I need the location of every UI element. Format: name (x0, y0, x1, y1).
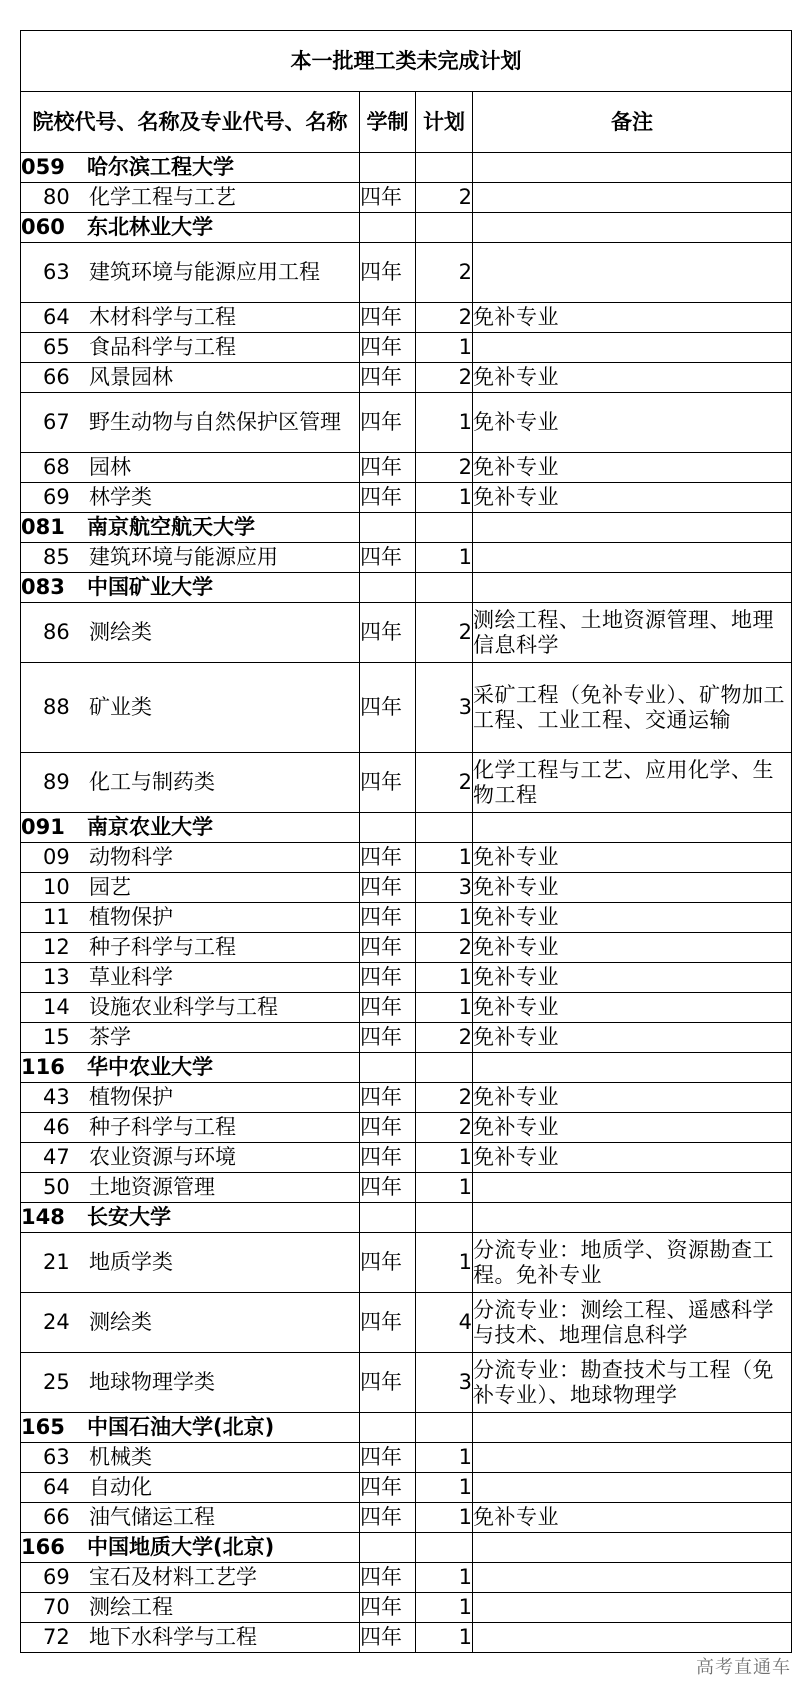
school-name: 中国地质大学(北京) (87, 1535, 275, 1559)
school-name-cell (21, 573, 360, 603)
major-name-cell (21, 183, 360, 213)
jihua-cell: 3 (416, 873, 473, 903)
major-code: 89 (43, 770, 70, 794)
jihua-cell: 2 (416, 303, 473, 333)
jihua-cell (416, 153, 473, 183)
school-name: 东北林业大学 (87, 215, 213, 239)
xuezhi-cell (360, 1413, 416, 1443)
xuezhi-cell (360, 153, 416, 183)
xuezhi-cell: 四年 (360, 1233, 416, 1293)
major-code: 72 (43, 1625, 70, 1649)
jihua-cell: 2 (416, 933, 473, 963)
school-row (21, 1413, 792, 1443)
beizhu-cell (473, 543, 792, 573)
major-code: 13 (43, 965, 70, 989)
school-name: 中国矿业大学 (87, 575, 213, 599)
school-row (21, 213, 792, 243)
xuezhi-cell: 四年 (360, 183, 416, 213)
major-code: 47 (43, 1145, 70, 1169)
major-code: 65 (43, 335, 70, 359)
major-code: 11 (43, 905, 70, 929)
major-code: 14 (43, 995, 70, 1019)
jihua-cell: 1 (416, 993, 473, 1023)
table-row (21, 903, 792, 933)
beizhu-cell (473, 213, 792, 243)
major-name-cell (21, 483, 360, 513)
major-name-cell (21, 1083, 360, 1113)
beizhu-cell (473, 1623, 792, 1653)
jihua-cell: 2 (416, 1113, 473, 1143)
major-name: 测绘工程 (89, 1595, 173, 1619)
table-row (21, 363, 792, 393)
beizhu-cell (473, 243, 792, 303)
school-row (21, 513, 792, 543)
major-name-cell (21, 1473, 360, 1503)
xuezhi-cell: 四年 (360, 543, 416, 573)
major-name-cell (21, 303, 360, 333)
major-name: 茶学 (89, 1025, 131, 1049)
jihua-cell: 1 (416, 1233, 473, 1293)
major-name: 地球物理学类 (89, 1370, 215, 1394)
major-name-cell (21, 1563, 360, 1593)
jihua-cell: 1 (416, 1593, 473, 1623)
xuezhi-cell: 四年 (360, 483, 416, 513)
table-row (21, 1173, 792, 1203)
school-code: 060 (21, 215, 65, 239)
xuezhi-cell: 四年 (360, 1503, 416, 1533)
table-row (21, 603, 792, 663)
beizhu-cell: 免补专业 (473, 483, 792, 513)
beizhu-cell (473, 1413, 792, 1443)
table-row (21, 303, 792, 333)
jihua-cell: 4 (416, 1293, 473, 1353)
table-row (21, 483, 792, 513)
major-name-cell (21, 1233, 360, 1293)
table-row (21, 1443, 792, 1473)
jihua-cell: 1 (416, 903, 473, 933)
jihua-cell: 1 (416, 963, 473, 993)
major-name: 宝石及材料工艺学 (89, 1565, 257, 1589)
major-name-cell (21, 453, 360, 483)
major-name: 建筑环境与能源应用工程 (89, 260, 320, 284)
jihua-cell: 1 (416, 543, 473, 573)
major-name-cell (21, 1173, 360, 1203)
table-row (21, 1563, 792, 1593)
table-row (21, 1023, 792, 1053)
major-name: 测绘类 (89, 620, 152, 644)
table-row (21, 333, 792, 363)
major-name-cell (21, 543, 360, 573)
jihua-cell: 3 (416, 1353, 473, 1413)
xuezhi-cell: 四年 (360, 1473, 416, 1503)
xuezhi-cell: 四年 (360, 1083, 416, 1113)
xuezhi-cell: 四年 (360, 363, 416, 393)
xuezhi-cell (360, 1533, 416, 1563)
jihua-cell: 2 (416, 453, 473, 483)
beizhu-cell: 测绘工程、土地资源管理、地理信息科学 (473, 603, 792, 663)
school-code: 091 (21, 815, 65, 839)
beizhu-cell: 免补专业 (473, 1023, 792, 1053)
table-row (21, 663, 792, 753)
major-name-cell (21, 1293, 360, 1353)
xuezhi-cell: 四年 (360, 663, 416, 753)
beizhu-cell: 采矿工程（免补专业）、矿物加工工程、工业工程、交通运输 (473, 663, 792, 753)
header-jihua: 计划 (416, 92, 473, 153)
jihua-cell: 1 (416, 1473, 473, 1503)
jihua-cell: 2 (416, 183, 473, 213)
table-title: 本一批理工类未完成计划 (21, 31, 792, 92)
major-name: 土地资源管理 (89, 1175, 215, 1199)
major-code: 24 (43, 1310, 70, 1334)
xuezhi-cell (360, 573, 416, 603)
table-row (21, 1593, 792, 1623)
school-name: 华中农业大学 (87, 1055, 213, 1079)
table-row (21, 1503, 792, 1533)
jihua-cell: 2 (416, 363, 473, 393)
table-row (21, 183, 792, 213)
xuezhi-cell: 四年 (360, 843, 416, 873)
major-code: 66 (43, 1505, 70, 1529)
table-row (21, 1113, 792, 1143)
beizhu-cell: 分流专业：地质学、资源勘查工程。免补专业 (473, 1233, 792, 1293)
table-row (21, 963, 792, 993)
school-code: 081 (21, 515, 65, 539)
beizhu-cell (473, 1473, 792, 1503)
major-name: 化学工程与工艺 (89, 185, 236, 209)
major-name-cell (21, 363, 360, 393)
major-name-cell (21, 843, 360, 873)
major-code: 09 (43, 845, 70, 869)
school-code: 148 (21, 1205, 65, 1229)
header-name: 院校代号、名称及专业代号、名称 (21, 92, 360, 153)
jihua-cell: 2 (416, 753, 473, 813)
major-name: 草业科学 (89, 965, 173, 989)
jihua-cell (416, 1053, 473, 1083)
major-name-cell (21, 873, 360, 903)
major-code: 63 (43, 1445, 70, 1469)
major-name-cell (21, 753, 360, 813)
beizhu-cell (473, 513, 792, 543)
major-name: 植物保护 (89, 1085, 173, 1109)
jihua-cell: 1 (416, 1173, 473, 1203)
major-code: 15 (43, 1025, 70, 1049)
school-name: 哈尔滨工程大学 (87, 155, 234, 179)
school-name-cell (21, 513, 360, 543)
school-code: 166 (21, 1535, 65, 1559)
major-code: 25 (43, 1370, 70, 1394)
jihua-cell: 1 (416, 1623, 473, 1653)
xuezhi-cell: 四年 (360, 1173, 416, 1203)
beizhu-cell: 免补专业 (473, 963, 792, 993)
beizhu-cell: 免补专业 (473, 933, 792, 963)
major-name: 木材科学与工程 (89, 305, 236, 329)
school-row (21, 1053, 792, 1083)
major-code: 80 (43, 185, 70, 209)
school-row (21, 813, 792, 843)
major-name: 机械类 (89, 1445, 152, 1469)
major-name: 油气储运工程 (89, 1505, 215, 1529)
watermark-text: 高考直通车 (696, 1657, 791, 1678)
xuezhi-cell: 四年 (360, 1023, 416, 1053)
major-code: 85 (43, 545, 70, 569)
school-name-cell (21, 1203, 360, 1233)
major-name: 测绘类 (89, 1310, 152, 1334)
school-code: 083 (21, 575, 65, 599)
major-name: 地下水科学与工程 (89, 1625, 257, 1649)
major-name: 化工与制药类 (89, 770, 215, 794)
major-name: 园林 (89, 455, 131, 479)
table-row (21, 243, 792, 303)
beizhu-cell (473, 573, 792, 603)
school-row (21, 1203, 792, 1233)
major-name-cell (21, 933, 360, 963)
major-name: 动物科学 (89, 845, 173, 869)
school-name-cell (21, 213, 360, 243)
beizhu-cell (473, 1533, 792, 1563)
xuezhi-cell (360, 813, 416, 843)
jihua-cell: 1 (416, 483, 473, 513)
jihua-cell: 1 (416, 333, 473, 363)
jihua-cell: 2 (416, 1023, 473, 1053)
table-row (21, 1293, 792, 1353)
beizhu-cell (473, 1173, 792, 1203)
beizhu-cell (473, 1053, 792, 1083)
major-name: 自动化 (89, 1475, 152, 1499)
major-name-cell (21, 1353, 360, 1413)
jihua-cell: 1 (416, 1143, 473, 1173)
major-code: 69 (43, 485, 70, 509)
major-name: 风景园林 (89, 365, 173, 389)
major-name: 种子科学与工程 (89, 935, 236, 959)
jihua-cell: 1 (416, 1503, 473, 1533)
jihua-cell (416, 813, 473, 843)
major-code: 10 (43, 875, 70, 899)
major-code: 12 (43, 935, 70, 959)
school-name: 南京航空航天大学 (87, 515, 255, 539)
school-code: 116 (21, 1055, 65, 1079)
table-row (21, 1083, 792, 1113)
school-row (21, 573, 792, 603)
table-row (21, 1143, 792, 1173)
table-row (21, 873, 792, 903)
table-row (21, 753, 792, 813)
major-name: 食品科学与工程 (89, 335, 236, 359)
school-name-cell (21, 1413, 360, 1443)
beizhu-cell: 免补专业 (473, 1143, 792, 1173)
table-body (21, 153, 792, 1653)
jihua-cell: 1 (416, 1443, 473, 1473)
xuezhi-cell: 四年 (360, 333, 416, 363)
school-code: 165 (21, 1415, 65, 1439)
major-name: 设施农业科学与工程 (89, 995, 278, 1019)
jihua-cell: 2 (416, 603, 473, 663)
school-name: 中国石油大学(北京) (87, 1415, 275, 1439)
beizhu-cell: 免补专业 (473, 363, 792, 393)
beizhu-cell (473, 1203, 792, 1233)
major-code: 46 (43, 1115, 70, 1139)
major-name-cell (21, 1623, 360, 1653)
jihua-cell (416, 513, 473, 543)
major-name-cell (21, 1113, 360, 1143)
beizhu-cell: 免补专业 (473, 1083, 792, 1113)
beizhu-cell: 免补专业 (473, 1503, 792, 1533)
xuezhi-cell: 四年 (360, 963, 416, 993)
major-name-cell (21, 1443, 360, 1473)
table-row (21, 393, 792, 453)
major-code: 69 (43, 1565, 70, 1589)
major-code: 66 (43, 365, 70, 389)
jihua-cell: 1 (416, 843, 473, 873)
major-code: 21 (43, 1250, 70, 1274)
major-code: 70 (43, 1595, 70, 1619)
xuezhi-cell: 四年 (360, 873, 416, 903)
jihua-cell (416, 1203, 473, 1233)
major-name-cell (21, 393, 360, 453)
major-name-cell (21, 903, 360, 933)
school-code: 059 (21, 155, 65, 179)
major-name: 地质学类 (89, 1250, 173, 1274)
major-name-cell (21, 663, 360, 753)
beizhu-cell: 免补专业 (473, 903, 792, 933)
school-name-cell (21, 813, 360, 843)
beizhu-cell (473, 1593, 792, 1623)
xuezhi-cell: 四年 (360, 393, 416, 453)
jihua-cell: 2 (416, 243, 473, 303)
beizhu-cell (473, 183, 792, 213)
table-row (21, 1623, 792, 1653)
table-row (21, 1233, 792, 1293)
major-name: 种子科学与工程 (89, 1115, 236, 1139)
school-name: 南京农业大学 (87, 815, 213, 839)
major-code: 67 (43, 410, 70, 434)
major-name: 林学类 (89, 485, 152, 509)
table-row (21, 933, 792, 963)
school-name-cell (21, 1053, 360, 1083)
beizhu-cell (473, 813, 792, 843)
major-code: 43 (43, 1085, 70, 1109)
school-name: 长安大学 (87, 1205, 171, 1229)
major-name-cell (21, 1023, 360, 1053)
major-name: 野生动物与自然保护区管理 (89, 410, 341, 434)
xuezhi-cell: 四年 (360, 1293, 416, 1353)
major-name-cell (21, 963, 360, 993)
major-name-cell (21, 603, 360, 663)
xuezhi-cell: 四年 (360, 753, 416, 813)
major-code: 64 (43, 1475, 70, 1499)
jihua-cell (416, 573, 473, 603)
xuezhi-cell (360, 513, 416, 543)
jihua-cell: 2 (416, 1083, 473, 1113)
xuezhi-cell: 四年 (360, 303, 416, 333)
major-name-cell (21, 993, 360, 1023)
xuezhi-cell: 四年 (360, 1563, 416, 1593)
major-code: 64 (43, 305, 70, 329)
school-name-cell (21, 1533, 360, 1563)
xuezhi-cell: 四年 (360, 1623, 416, 1653)
major-name-cell (21, 1593, 360, 1623)
xuezhi-cell: 四年 (360, 1593, 416, 1623)
school-row (21, 153, 792, 183)
xuezhi-cell: 四年 (360, 243, 416, 303)
plan-table (20, 30, 792, 1653)
xuezhi-cell: 四年 (360, 1353, 416, 1413)
major-name-cell (21, 243, 360, 303)
beizhu-cell: 免补专业 (473, 1113, 792, 1143)
jihua-cell: 3 (416, 663, 473, 753)
table-row (21, 453, 792, 483)
table-row (21, 543, 792, 573)
major-code: 50 (43, 1175, 70, 1199)
beizhu-cell: 免补专业 (473, 303, 792, 333)
table-row (21, 1353, 792, 1413)
xuezhi-cell: 四年 (360, 1143, 416, 1173)
beizhu-cell: 分流专业：勘查技术与工程（免补专业）、地球物理学 (473, 1353, 792, 1413)
major-code: 88 (43, 695, 70, 719)
jihua-cell (416, 1413, 473, 1443)
xuezhi-cell: 四年 (360, 993, 416, 1023)
major-code: 68 (43, 455, 70, 479)
beizhu-cell: 免补专业 (473, 843, 792, 873)
jihua-cell (416, 213, 473, 243)
xuezhi-cell (360, 1203, 416, 1233)
major-name: 植物保护 (89, 905, 173, 929)
xuezhi-cell: 四年 (360, 603, 416, 663)
beizhu-cell (473, 1443, 792, 1473)
major-code: 86 (43, 620, 70, 644)
school-row (21, 1533, 792, 1563)
xuezhi-cell (360, 213, 416, 243)
major-name-cell (21, 1503, 360, 1533)
table-row (21, 843, 792, 873)
beizhu-cell: 免补专业 (473, 393, 792, 453)
beizhu-cell: 免补专业 (473, 993, 792, 1023)
jihua-cell: 1 (416, 1563, 473, 1593)
xuezhi-cell: 四年 (360, 1443, 416, 1473)
table-row (21, 1473, 792, 1503)
beizhu-cell (473, 333, 792, 363)
major-code: 63 (43, 260, 70, 284)
major-name-cell (21, 333, 360, 363)
school-name-cell (21, 153, 360, 183)
beizhu-cell: 免补专业 (473, 873, 792, 903)
major-name: 矿业类 (89, 695, 152, 719)
xuezhi-cell: 四年 (360, 933, 416, 963)
beizhu-cell (473, 153, 792, 183)
header-beizhu: 备注 (473, 92, 792, 153)
beizhu-cell: 化学工程与工艺、应用化学、生物工程 (473, 753, 792, 813)
header-xuezhi: 学制 (360, 92, 416, 153)
beizhu-cell: 免补专业 (473, 453, 792, 483)
major-name: 园艺 (89, 875, 131, 899)
major-name-cell (21, 1143, 360, 1173)
beizhu-cell (473, 1563, 792, 1593)
xuezhi-cell: 四年 (360, 453, 416, 483)
xuezhi-cell: 四年 (360, 1113, 416, 1143)
major-name: 农业资源与环境 (89, 1145, 236, 1169)
major-name: 建筑环境与能源应用 (89, 545, 278, 569)
table-row (21, 993, 792, 1023)
xuezhi-cell (360, 1053, 416, 1083)
jihua-cell: 1 (416, 393, 473, 453)
xuezhi-cell: 四年 (360, 903, 416, 933)
jihua-cell (416, 1533, 473, 1563)
beizhu-cell: 分流专业：测绘工程、遥感科学与技术、地理信息科学 (473, 1293, 792, 1353)
